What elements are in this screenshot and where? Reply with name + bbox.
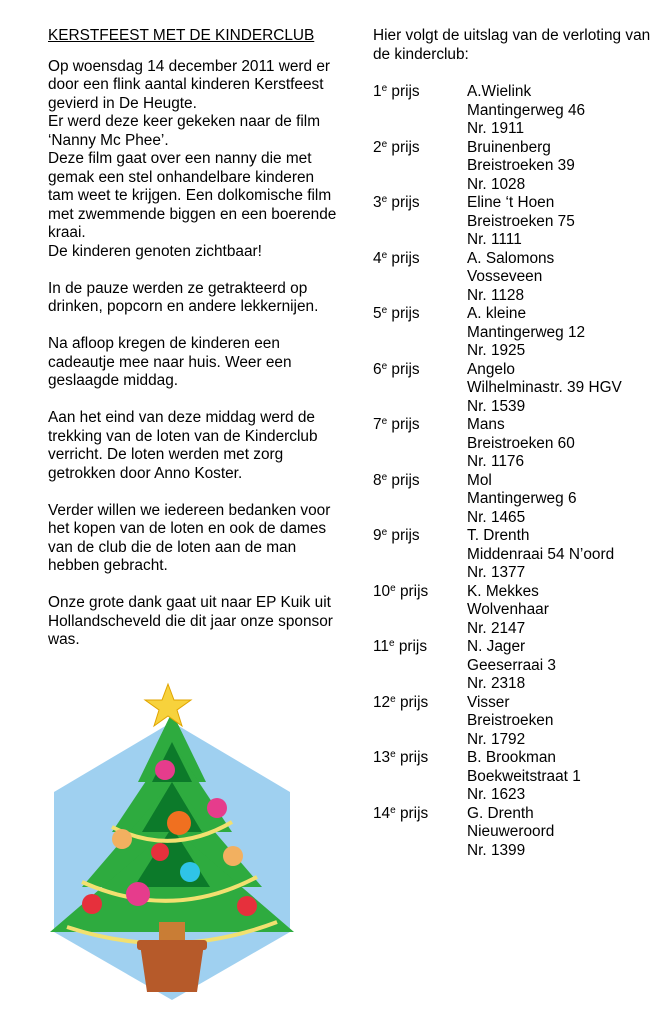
flower-pot-rim [137,940,207,950]
star-icon [145,684,191,726]
article-column [48,27,340,668]
prize-rank: 2e prijs [373,138,420,156]
prize-entry [373,416,663,472]
winner-name: Eline ‘t Hoen [467,194,555,211]
article-paragraph: Na afloop kregen de kinderen een cadeautje mee naar huis. Weer een geslaagde middag. [48,335,292,389]
prize-winner [467,694,663,750]
prize-entry [373,749,663,805]
prize-winner [467,250,663,306]
prize-rank: 5e prijs [373,305,420,322]
winner-name: A. kleine [467,305,527,322]
prize-rank: 9e prijs [373,527,420,544]
prize-rank: 11e prijs [373,638,428,655]
winner-address: Middenraai 54 N’oord [467,545,615,563]
winner-name: T. Drenth [467,527,530,544]
winner-name: A. Salomons [467,249,555,267]
winner-address: Mantingerweg 6 [467,490,577,507]
ornament-ball [126,882,150,906]
prize-winner [467,527,663,583]
article-body [48,58,340,650]
winner-name: N. Jager [467,638,526,655]
prize-winner [467,805,663,861]
ornament-ball [167,811,191,835]
prize-winner [467,749,663,805]
winner-address: Breistroeken [467,712,554,729]
flower-pot [140,944,204,992]
prize-rank: 10e prijs [373,582,429,600]
ticket-number: Nr. 1925 [467,342,526,359]
prize-rank: 7e prijs [373,416,420,433]
winner-name: Mol [467,471,492,489]
winner-name: Mans [467,416,505,433]
prize-rank: 14e prijs [373,804,429,822]
prize-entry [373,527,663,583]
article-paragraph: Op woensdag 14 december 2011 werd er door een flink aantal kinderen Kerstfeest gevierd in De Heugte. Er werd deze keer gekeken naar de film ‘Nanny Mc Phee’. Deze film gaat over een nanny die met gemak een stel onhandelbare kinderen tam weet te krijgen. Een dolkomische film met zwemmende biggen en een boerende kraai. De kinderen genoten zichtbaar! [48,57,337,260]
prize-winner [467,583,663,639]
prize-winner [467,194,663,250]
prize-list [373,83,663,860]
article-title: KERSTFEEST MET DE KINDERCLUB [48,27,315,44]
ticket-number: Nr. 1128 [467,286,525,304]
winner-name: B. Brookman [467,749,556,766]
winner-address: Wilhelminastr. 39 HGV [467,379,622,396]
prize-winner [467,139,663,195]
ticket-number: Nr. 1176 [467,453,525,470]
winner-name: A.Wielink [467,83,532,100]
winner-address: Breistroeken 75 [467,212,575,230]
prize-winner [467,638,663,694]
winner-address: Breistroeken 39 [467,157,575,174]
winner-name: Angelo [467,360,515,378]
ticket-number: Nr. 1539 [467,397,526,415]
prize-winner [467,83,663,139]
winner-name: G. Drenth [467,804,534,822]
article-paragraph: Aan het eind van deze middag werd de trekking van de loten van de Kinderclub verricht. De loten werden met zorg getrokken door Anno Koster. [48,409,318,482]
ornament-ball [155,760,175,780]
ticket-number: Nr. 1911 [467,120,525,137]
article-paragraph: In de pauze werden ze getrakteerd op drinken, popcorn en andere lekkernijen. [48,279,319,315]
prize-entry [373,305,663,361]
prize-entry [373,194,663,250]
winner-address: Vosseveen [467,268,543,285]
prize-entry [373,361,663,417]
winner-address: Nieuweroord [467,823,555,840]
ticket-number: Nr. 1465 [467,508,526,526]
ticket-number: Nr. 1792 [467,730,526,748]
winner-name: Visser [467,693,510,711]
ticket-number: Nr. 1111 [467,231,522,248]
ornament-ball [82,894,102,914]
winner-name: K. Mekkes [467,582,539,600]
winner-address: Mantingerweg 12 [467,323,586,341]
ticket-number: Nr. 1377 [467,564,526,581]
winner-address: Boekweitstraat 1 [467,767,581,785]
prize-rank: 12e prijs [373,693,429,711]
prize-rank: 6e prijs [373,360,420,378]
prize-entry [373,472,663,528]
prize-entry [373,83,663,139]
prize-rank: 8e prijs [373,471,420,489]
ornament-ball [237,896,257,916]
prize-winner [467,361,663,417]
raffle-column [373,27,663,860]
article-paragraph: Verder willen we iedereen bedanken voor het kopen van de loten en ook de dames van de club die de loten aan de man hebben gebracht. [48,501,331,574]
prize-entry [373,250,663,306]
winner-address: Geeserraai 3 [467,656,556,674]
prize-rank: 13e prijs [373,749,429,766]
prize-winner [467,416,663,472]
prize-winner [467,305,663,361]
ticket-number: Nr. 1028 [467,175,526,193]
ornament-ball [207,798,227,818]
prize-rank: 1e prijs [373,83,420,100]
winner-address: Wolvenhaar [467,601,549,618]
prize-entry [373,583,663,639]
ornament-ball [180,862,200,882]
ticket-number: Nr. 1399 [467,841,526,859]
prize-entry [373,805,663,861]
ornament-ball [223,846,243,866]
winner-address: Mantingerweg 46 [467,101,586,119]
winner-address: Breistroeken 60 [467,434,575,452]
prize-entry [373,139,663,195]
ornament-ball [112,829,132,849]
ornament-ball [151,843,169,861]
raffle-intro: Hier volgt de uitslag van de verloting van de kinderclub: [373,27,651,63]
ticket-number: Nr. 1623 [467,786,526,803]
prize-winner [467,472,663,528]
ticket-number: Nr. 2147 [467,619,526,637]
prize-entry [373,694,663,750]
prize-rank: 3e prijs [373,194,420,211]
article-paragraph: Onze grote dank gaat uit naar EP Kuik uit Hollandscheveld die dit jaar onze sponsor was. [48,594,333,648]
christmas-tree-illustration [42,682,302,1018]
ticket-number: Nr. 2318 [467,675,526,692]
prize-entry [373,638,663,694]
prize-rank: 4e prijs [373,249,420,267]
winner-name: Bruinenberg [467,138,551,156]
